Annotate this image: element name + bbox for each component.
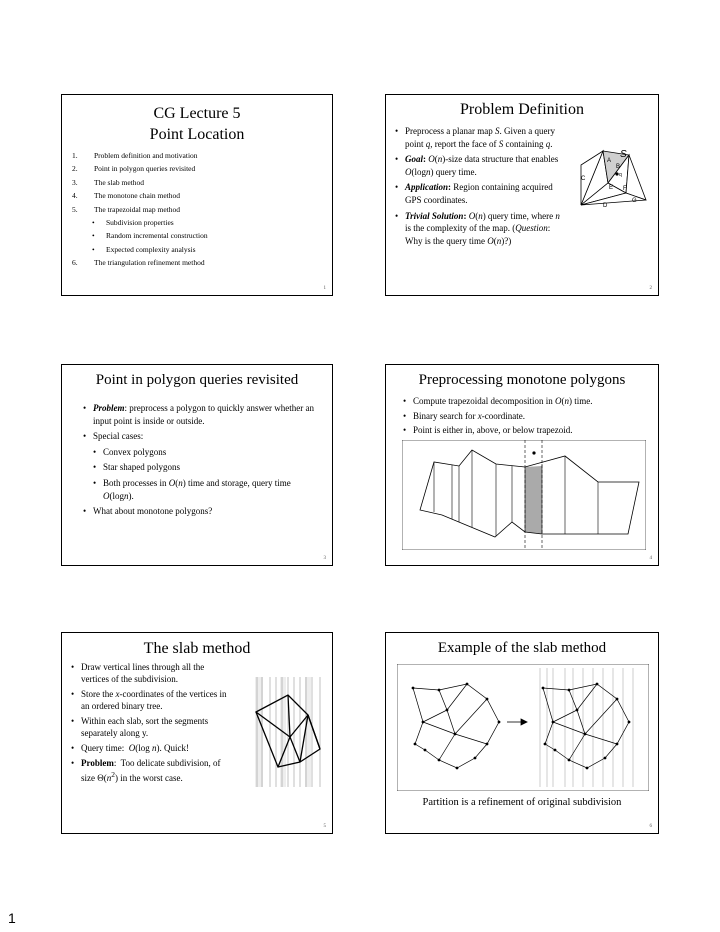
- slab-example-figure: [397, 664, 649, 791]
- slide-title: Point in polygon queries revisited: [95, 372, 299, 388]
- bullet-item: • Point is either in, above, or below trapezoid.: [402, 425, 652, 437]
- toc-item-number: 2.: [72, 164, 78, 174]
- bullet-item: • What about monotone polygons?: [82, 505, 314, 518]
- label-F: F: [623, 186, 627, 192]
- toc-item-text: The monotone chain method: [94, 191, 181, 201]
- toc-item-number: 4.: [72, 191, 78, 201]
- bullet-list: [394, 125, 564, 250]
- toc-item-text: The triangulation refinement method: [94, 258, 205, 268]
- slide-title: Example of the slab method: [437, 640, 607, 656]
- planar-map-figure: [566, 145, 656, 225]
- bullet-item: • Special cases:: [82, 430, 314, 443]
- query-point: [532, 451, 535, 454]
- slide-title-line1: CG Lecture 5: [153, 105, 241, 122]
- label-C: C: [581, 176, 586, 182]
- bullet-item: • Both processes in O(n) time and storage, query time O(logn).: [82, 477, 314, 502]
- bullet-item: • Problem: Too delicate subdivision, of size $\Theta(n^2)$ in the worst case.: [70, 757, 230, 784]
- label-G: G: [632, 198, 637, 204]
- toc-item-number: 1.: [72, 151, 78, 160]
- label-E: E: [609, 185, 614, 191]
- slide-page-number: 3: [323, 556, 326, 561]
- page-number: 1: [8, 910, 16, 926]
- toc-item-text: Problem definition and motivation: [94, 151, 198, 160]
- slide-title-line2: Point Location: [149, 126, 245, 143]
- slide-caption: Partition is a refinement of original subdivision: [422, 797, 622, 808]
- slide-title: The slab method: [143, 640, 251, 657]
- slide-page-number: 1: [323, 286, 326, 291]
- bullet-item: • Preprocess a planar map S. Given a query point q, report the face of S containing q.: [394, 125, 564, 150]
- toc-item: [72, 149, 208, 162]
- bullet-item: • Trivial Solution: O(n) query time, where n is the complexity of the map. (Question: Why is the query time O(n)?): [394, 210, 564, 248]
- toc-item: [72, 203, 208, 216]
- label-S: S: [620, 149, 627, 160]
- label-q: q: [619, 172, 622, 178]
- slide-3: [61, 364, 333, 566]
- label-D: D: [603, 203, 608, 209]
- bullet-list: [70, 661, 230, 787]
- toc-item: [72, 229, 208, 242]
- slab-figure: [250, 667, 330, 787]
- bullet-list: [402, 396, 652, 440]
- bullet-item: • Binary search for x-coordinate.: [402, 411, 652, 423]
- bullet-item: • Goal: O(n)-size data structure that enables O(logn) query time.: [394, 153, 564, 178]
- bullet-item: • Within each slab, sort the segments separately along y.: [70, 715, 230, 739]
- toc-item: [72, 189, 208, 202]
- toc-item-text: Random incremental construction: [106, 231, 208, 241]
- toc-item-text: Subdivision properties: [106, 218, 174, 228]
- slide-title: Preprocessing monotone polygons: [418, 372, 626, 388]
- monotone-polygon-figure: [402, 440, 646, 550]
- bullet-item: • Star shaped polygons: [82, 461, 314, 474]
- slide-title: Problem Definition: [460, 101, 584, 118]
- toc-item-number: •: [92, 218, 95, 228]
- bullet-item: • Query time: O(log n). Quick!: [70, 742, 230, 754]
- slide-page-number: 6: [649, 824, 652, 829]
- toc-item-number: 5.: [72, 204, 78, 214]
- slide-page-number: 5: [323, 824, 326, 829]
- table-of-contents: [72, 149, 208, 270]
- toc-item: [72, 162, 208, 175]
- bullet-item: • Convex polygons: [82, 446, 314, 459]
- bullet-list: [82, 402, 314, 521]
- toc-item-number: 3.: [72, 177, 78, 187]
- slide-1: [61, 94, 333, 296]
- toc-item-text: The slab method: [94, 177, 144, 187]
- slide-5: [61, 632, 333, 834]
- toc-item-text: Expected complexity analysis: [106, 244, 196, 254]
- bullet-item: • Draw vertical lines through all the vertices of the subdivision.: [70, 661, 230, 685]
- toc-item-text: Point in polygon queries revisited: [94, 164, 196, 174]
- slide-4: [385, 364, 659, 566]
- toc-item: [72, 256, 208, 269]
- toc-item-number: 6.: [72, 258, 78, 268]
- toc-item: [72, 243, 208, 256]
- toc-item: [72, 216, 208, 229]
- slide-2: [385, 94, 659, 296]
- bullet-item: • Compute trapezoidal decomposition in O(n) time.: [402, 396, 652, 408]
- label-B: B: [616, 164, 621, 170]
- slide-page-number: 4: [649, 556, 652, 561]
- bullet-item: • Application: Region containing acquired GPS coordinates.: [394, 181, 564, 206]
- label-A: A: [607, 158, 612, 164]
- bullet-item: • Problem: preprocess a polygon to quickly answer whether an input point is inside or outside.: [82, 402, 314, 427]
- toc-item: [72, 176, 208, 189]
- slide-6: [385, 632, 659, 834]
- toc-item-text: The trapezoidal map method: [94, 204, 181, 214]
- toc-item-number: •: [92, 244, 95, 254]
- toc-item-number: •: [92, 231, 95, 241]
- bullet-item: • Store the x-coordinates of the vertices in an ordered binary tree.: [70, 688, 230, 712]
- slide-page-number: 2: [649, 286, 652, 291]
